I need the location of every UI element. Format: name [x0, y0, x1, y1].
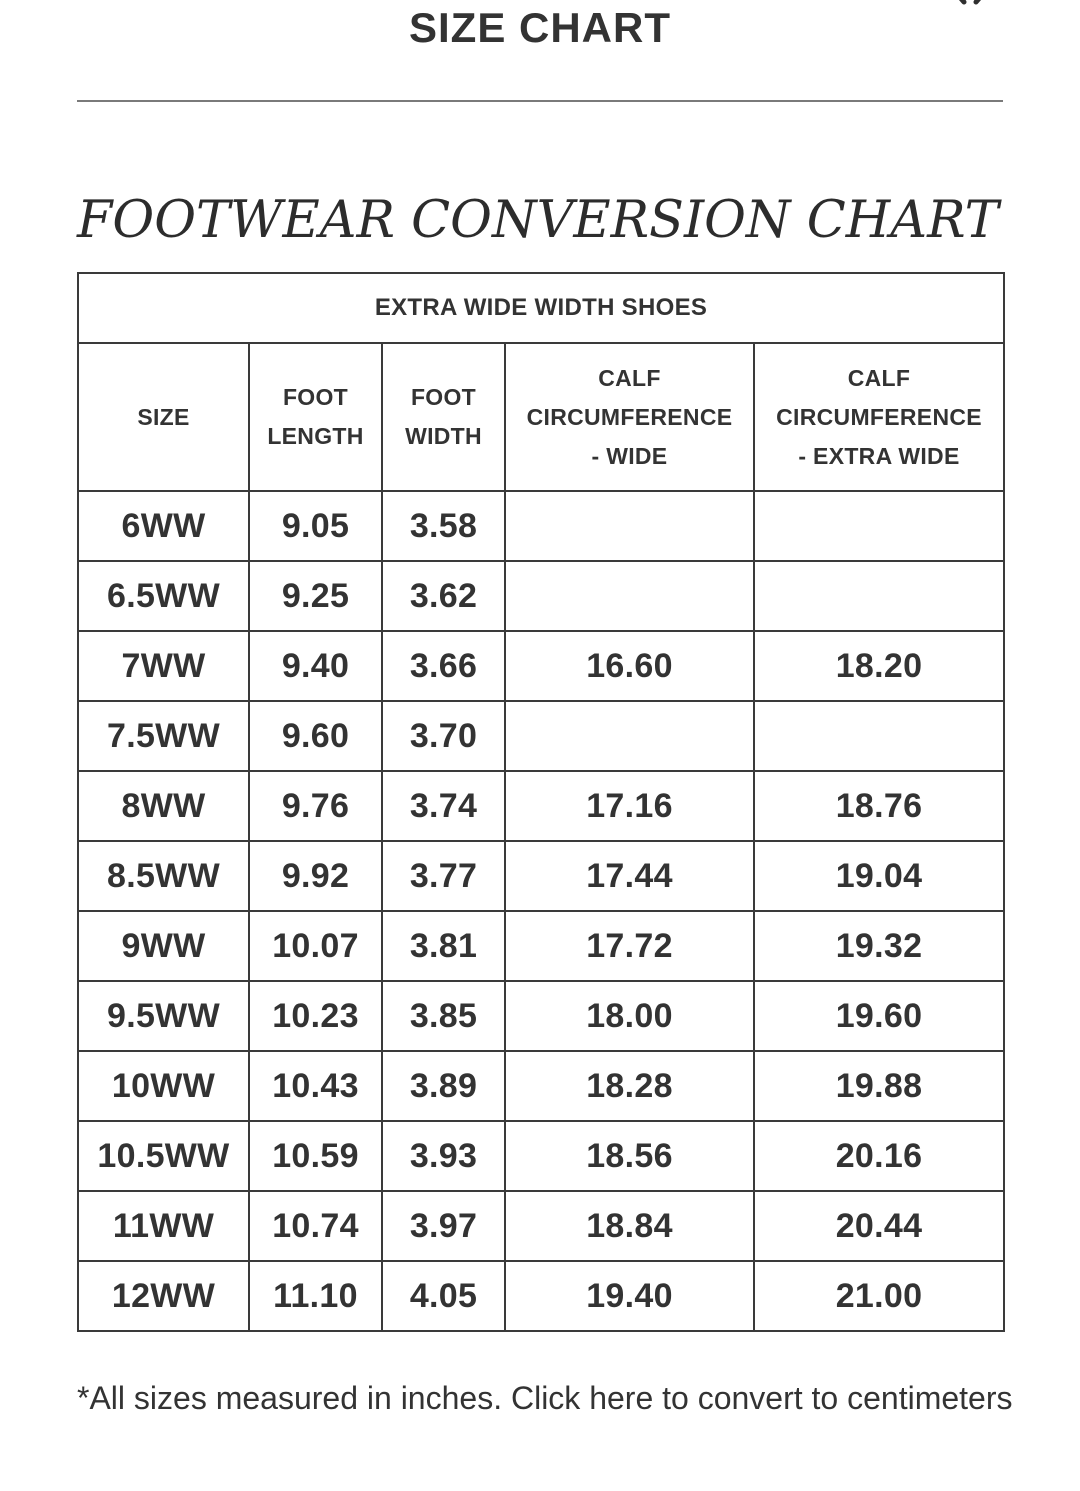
cell-calf-circumference-extra-wide: [754, 491, 1004, 561]
column-header-line: SIZE: [137, 403, 190, 430]
table-row: [78, 1191, 1004, 1261]
cell-size: 10.5WW: [78, 1121, 249, 1191]
cell-size: 11WW: [78, 1191, 249, 1261]
table-row: [78, 491, 1004, 561]
cell-foot-length: 10.59: [249, 1121, 382, 1191]
cell-calf-circumference-extra-wide: 19.04: [754, 841, 1004, 911]
table-row: [78, 1261, 1004, 1331]
column-header-line: LENGTH: [267, 423, 364, 449]
page-title: SIZE CHART: [409, 4, 671, 51]
cell-calf-circumference-wide: 18.84: [505, 1191, 754, 1261]
column-header-line: CIRCUMFERENCE: [526, 403, 733, 430]
table-header-row: [78, 343, 1004, 491]
cell-calf-circumference-wide: 17.44: [505, 841, 754, 911]
cell-calf-circumference-wide: 16.60: [505, 631, 754, 701]
cell-foot-length: 9.05: [249, 491, 382, 561]
cell-foot-width: 3.93: [382, 1121, 505, 1191]
column-header-calf-circumference-wide: [505, 343, 754, 491]
cell-calf-circumference-extra-wide: 21.00: [754, 1261, 1004, 1331]
column-header-line: [79, 359, 248, 398]
cell-size: 9.5WW: [78, 981, 249, 1051]
table-row: [78, 631, 1004, 701]
table-row: [78, 701, 1004, 771]
cell-calf-circumference-extra-wide: [754, 561, 1004, 631]
cell-foot-width: 3.74: [382, 771, 505, 841]
cell-calf-circumference-wide: 18.00: [505, 981, 754, 1051]
table-caption-row: [78, 273, 1004, 343]
table-row: [78, 1121, 1004, 1191]
cell-foot-width: 3.97: [382, 1191, 505, 1261]
cell-foot-width: 3.58: [382, 491, 505, 561]
column-header-line: FOOT: [410, 384, 477, 410]
column-header-line: WIDTH: [405, 423, 482, 449]
cell-calf-circumference-extra-wide: 19.32: [754, 911, 1004, 981]
column-header-line: - WIDE: [591, 442, 668, 469]
table-row: [78, 1051, 1004, 1121]
footnote: [77, 1378, 1017, 1418]
close-icon[interactable]: [946, 0, 994, 10]
cell-calf-circumference-extra-wide: 19.60: [754, 981, 1004, 1051]
convert-to-centimeters-link[interactable]: Click here to convert to centimeters: [510, 1380, 1013, 1416]
cell-foot-width: 3.85: [382, 981, 505, 1051]
cell-foot-length: 9.40: [249, 631, 382, 701]
cell-foot-width: 4.05: [382, 1261, 505, 1331]
table-body: [78, 491, 1004, 1331]
cell-size: 10WW: [78, 1051, 249, 1121]
cell-foot-width: 3.62: [382, 561, 505, 631]
cell-foot-length: 10.23: [249, 981, 382, 1051]
cell-foot-width: 3.81: [382, 911, 505, 981]
cell-foot-length: 9.60: [249, 701, 382, 771]
cell-calf-circumference-wide: [505, 491, 754, 561]
cell-calf-circumference-extra-wide: 19.88: [754, 1051, 1004, 1121]
cell-calf-circumference-extra-wide: [754, 701, 1004, 771]
cell-calf-circumference-wide: 19.40: [505, 1261, 754, 1331]
cell-size: 6.5WW: [78, 561, 249, 631]
cell-size: 9WW: [78, 911, 249, 981]
cell-calf-circumference-extra-wide: 18.20: [754, 631, 1004, 701]
cell-calf-circumference-extra-wide: 20.44: [754, 1191, 1004, 1261]
column-header-foot-width: [382, 343, 505, 491]
cell-calf-circumference-extra-wide: 18.76: [754, 771, 1004, 841]
column-header-foot-length: [249, 343, 382, 491]
size-conversion-table: [77, 272, 1005, 1332]
column-header-line: FOOT: [282, 384, 349, 410]
cell-foot-length: 9.76: [249, 771, 382, 841]
cell-size: 8.5WW: [78, 841, 249, 911]
header-divider: [77, 100, 1003, 102]
cell-foot-length: 10.74: [249, 1191, 382, 1261]
cell-foot-length: 11.10: [249, 1261, 382, 1331]
table-row: [78, 981, 1004, 1051]
cell-foot-width: 3.70: [382, 701, 505, 771]
cell-foot-width: 3.89: [382, 1051, 505, 1121]
cell-calf-circumference-extra-wide: 20.16: [754, 1121, 1004, 1191]
table-row: [78, 561, 1004, 631]
cell-foot-length: 10.43: [249, 1051, 382, 1121]
chart-heading: FOOTWEAR CONVERSION CHART: [77, 191, 999, 250]
table-row: [78, 911, 1004, 981]
cell-foot-width: 3.77: [382, 841, 505, 911]
cell-calf-circumference-wide: 17.72: [505, 911, 754, 981]
cell-calf-circumference-wide: 17.16: [505, 771, 754, 841]
cell-size: 8WW: [78, 771, 249, 841]
cell-size: 12WW: [78, 1261, 249, 1331]
cell-size: 7WW: [78, 631, 249, 701]
footnote-text: *All sizes measured in inches.: [77, 1380, 511, 1416]
cell-foot-length: 10.07: [249, 911, 382, 981]
column-header-line: CALF: [598, 364, 661, 391]
column-header-line: - EXTRA WIDE: [798, 442, 960, 469]
cell-size: 7.5WW: [78, 701, 249, 771]
column-header-line: [79, 437, 248, 476]
cell-foot-length: 9.25: [249, 561, 382, 631]
cell-foot-width: 3.66: [382, 631, 505, 701]
cell-calf-circumference-wide: [505, 701, 754, 771]
table-caption: EXTRA WIDE WIDTH SHOES: [78, 273, 1004, 343]
cell-calf-circumference-wide: 18.56: [505, 1121, 754, 1191]
cell-size: 6WW: [78, 491, 249, 561]
cell-calf-circumference-wide: [505, 561, 754, 631]
column-header-size: [78, 343, 249, 491]
cell-calf-circumference-wide: 18.28: [505, 1051, 754, 1121]
column-header-line: CALF: [847, 364, 911, 391]
column-header-line: CIRCUMFERENCE: [776, 403, 982, 430]
cell-foot-length: 9.92: [249, 841, 382, 911]
table-row: [78, 841, 1004, 911]
table-row: [78, 771, 1004, 841]
column-header-calf-circumference-extra-wide: [754, 343, 1004, 491]
